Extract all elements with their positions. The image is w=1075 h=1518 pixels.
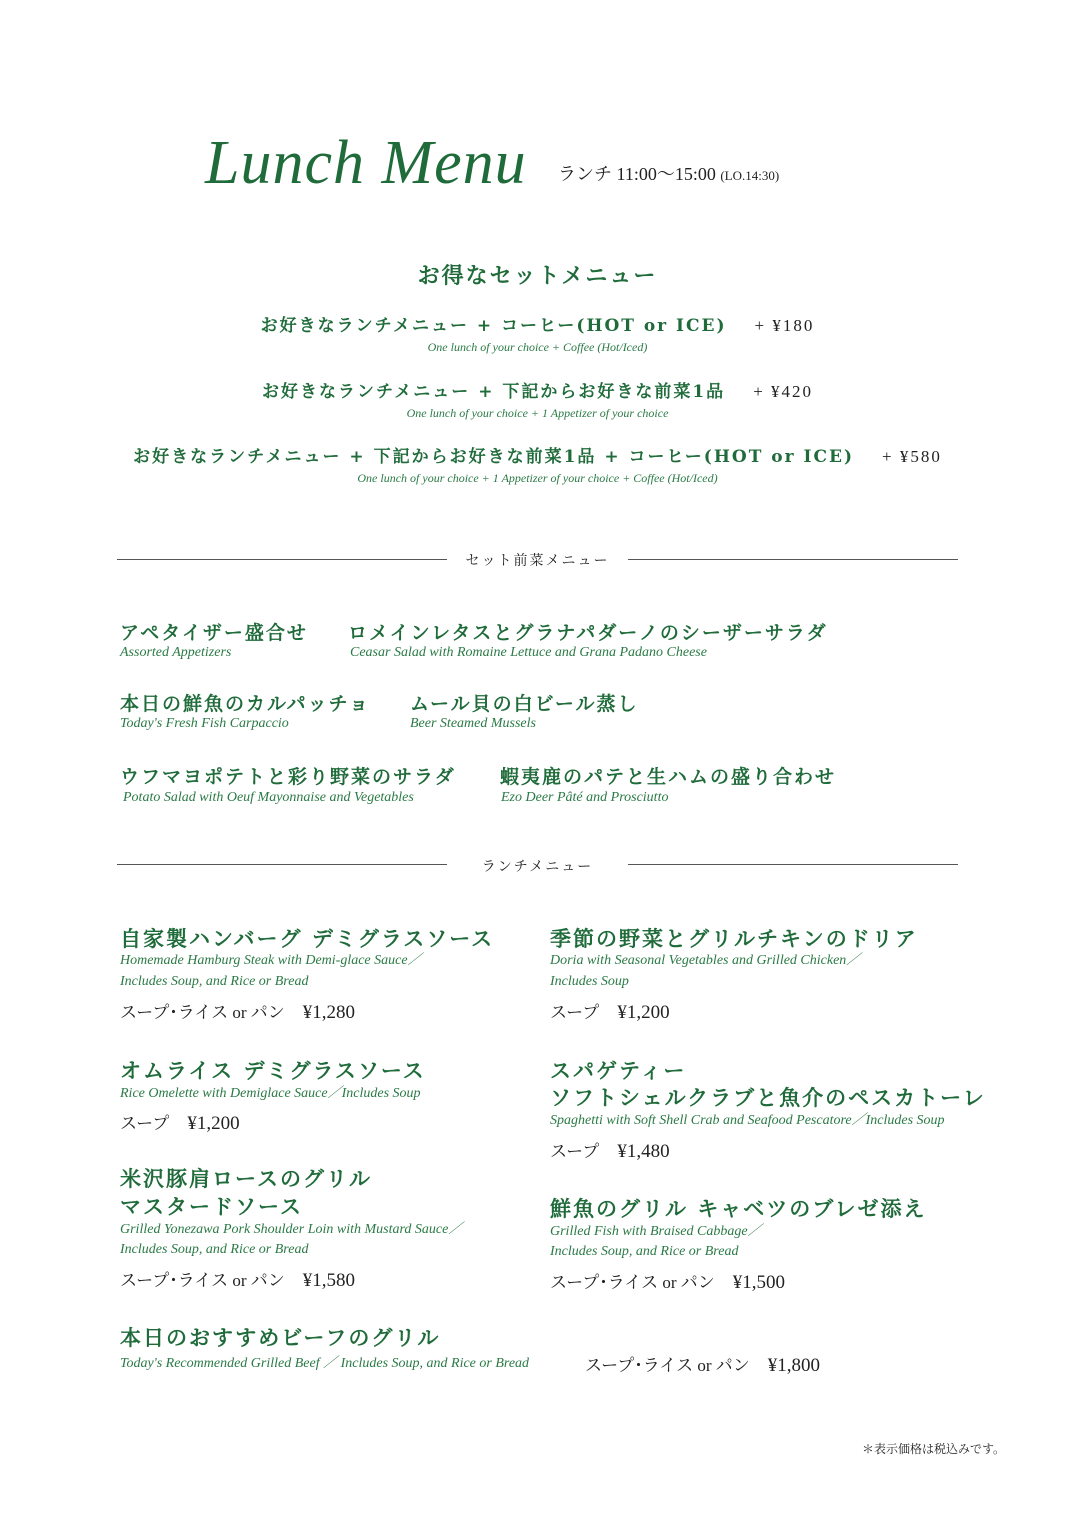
lunch-item-includes: スープ: [550, 1142, 600, 1161]
lunch-item-name: マスタードソース: [120, 1194, 303, 1219]
lunch-item-desc: Doria with Seasonal Vegetables and Grilled Chicken／: [550, 953, 861, 968]
lunch-item-includes: スープ: [120, 1114, 170, 1133]
appetizer-name-en: Today's Fresh Fish Carpaccio: [120, 716, 289, 731]
lunch-section-heading: ランチメニュー: [481, 859, 594, 875]
lunch-item-price-row: [120, 1109, 240, 1135]
lunch-item-price: ¥1,580: [302, 1270, 356, 1291]
lunch-item-includes: スープ･ライス or パン: [550, 1273, 715, 1292]
lunch-item-price-row: [550, 998, 670, 1024]
lunch-item-name: 本日のおすすめビーフのグリル: [120, 1325, 441, 1350]
lunch-item-includes: スープ･ライス or パン: [120, 1271, 285, 1290]
lunch-item-price: ¥1,280: [302, 1002, 356, 1023]
lunch-item-desc: Grilled Yonezawa Pork Shoulder Loin with Mustard Sauce／: [120, 1222, 463, 1237]
set-item-3: [0, 442, 1075, 467]
lunch-item-includes: スープ: [550, 1003, 600, 1022]
appetizer-name-en: Potato Salad with Oeuf Mayonnaise and Vegetables: [123, 790, 414, 805]
lunch-item-price-row: [550, 1137, 670, 1163]
lunch-item-includes: スープ･ライス or パン: [585, 1356, 750, 1375]
set-item-price: + ¥180: [754, 316, 815, 335]
hours-text: ランチ 11:00〜15:00: [558, 164, 716, 184]
appetizer-section-heading: セット前菜メニュー: [465, 553, 610, 569]
appetizer-name: ウフマヨポテトと彩り野菜のサラダ: [120, 766, 456, 788]
lunch-hours: [558, 160, 779, 186]
lunch-item-desc: Today's Recommended Grilled Beef ／ Includes Soup, and Rice or Bread: [120, 1356, 530, 1371]
appetizer-name-en: Assorted Appetizers: [120, 645, 232, 660]
set-item-price: + ¥580: [881, 447, 942, 466]
lunch-item-desc: Includes Soup, and Rice or Bread: [550, 1244, 739, 1259]
lunch-item-price: ¥1,200: [617, 1002, 670, 1023]
lunch-item-price-row: [550, 1268, 785, 1294]
lunch-item-name: ソフトシェルクラブと魚介のペスカトーレ: [550, 1085, 986, 1110]
lunch-item-name: 鮮魚のグリル キャベツのブレゼ添え: [550, 1196, 927, 1221]
lunch-item-price-row: [585, 1351, 820, 1377]
lunch-item-price: ¥1,800: [767, 1355, 821, 1376]
appetizer-name: ムール貝の白ビール蒸し: [410, 693, 639, 715]
last-order-text: (LO.14:30): [720, 168, 780, 183]
lunch-item-price-row: [120, 1266, 355, 1292]
set-item-2-en: One lunch of your choice + 1 Appetizer of your choice: [406, 406, 669, 420]
lunch-item-desc: Spaghetti with Soft Shell Crab and Seafood Pescatore／Includes Soup: [550, 1113, 945, 1128]
lunch-item-includes: スープ･ライス or パン: [120, 1003, 285, 1022]
lunch-item-desc: Includes Soup: [550, 974, 629, 989]
set-item-label: お好きなランチメニュー + コーヒー(HOT or ICE): [260, 316, 727, 336]
lunch-item-name: スパゲティー: [550, 1058, 687, 1083]
appetizer-name: 本日の鮮魚のカルパッチョ: [120, 693, 371, 715]
set-item-1-en: One lunch of your choice + Coffee (Hot/Iced): [427, 340, 648, 354]
appetizer-name: ロメインレタスとグラナパダーノのシーザーサラダ: [348, 622, 828, 644]
set-item-label: お好きなランチメニュー + 下記からお好きな前菜1品: [261, 382, 726, 402]
lunch-item-desc: Includes Soup, and Rice or Bread: [120, 1242, 309, 1257]
appetizer-name: 蝦夷鹿のパテと生ハムの盛り合わせ: [500, 766, 837, 788]
appetizer-name: アペタイザー盛合せ: [120, 622, 308, 644]
lunch-item-name: オムライス デミグラスソース: [120, 1058, 426, 1083]
tax-note: ＊表示価格は税込みです。: [861, 1442, 1005, 1456]
menu-title: Lunch Menu: [205, 129, 527, 197]
lunch-item-desc: Includes Soup, and Rice or Bread: [120, 974, 309, 989]
lunch-item-price-row: [120, 998, 355, 1024]
set-item-1: [0, 311, 1075, 336]
lunch-item-price: ¥1,200: [187, 1113, 240, 1134]
set-item-label: お好きなランチメニュー + 下記からお好きな前菜1品 + コーヒー(HOT or ICE): [133, 447, 854, 467]
lunch-item-name: 自家製ハンバーグ デミグラスソース: [120, 926, 495, 951]
lunch-item-price: ¥1,500: [732, 1272, 786, 1293]
appetizer-name-en: Ceasar Salad with Romaine Lettuce and Grana Padano Cheese: [350, 645, 707, 660]
set-item-2: [0, 377, 1075, 402]
lunch-item-desc: Homemade Hamburg Steak with Demi-glace Sauce／: [120, 953, 422, 968]
lunch-item-name: 季節の野菜とグリルチキンのドリア: [550, 926, 918, 951]
appetizer-name-en: Beer Steamed Mussels: [410, 716, 536, 731]
appetizer-name-en: Ezo Deer Pâté and Prosciutto: [501, 790, 669, 805]
lunch-item-desc: Rice Omelette with Demiglace Sauce／Includes Soup: [120, 1086, 421, 1101]
lunch-item-desc: Grilled Fish with Braised Cabbage／: [550, 1224, 762, 1239]
set-item-price: + ¥420: [753, 382, 814, 401]
set-menu-heading: お得なセットメニュー: [417, 263, 658, 289]
lunch-item-price: ¥1,480: [617, 1141, 670, 1162]
lunch-item-name: 米沢豚肩ロースのグリル: [120, 1166, 372, 1191]
set-item-3-en: One lunch of your choice + 1 Appetizer of your choice + Coffee (Hot/Iced): [357, 471, 718, 485]
